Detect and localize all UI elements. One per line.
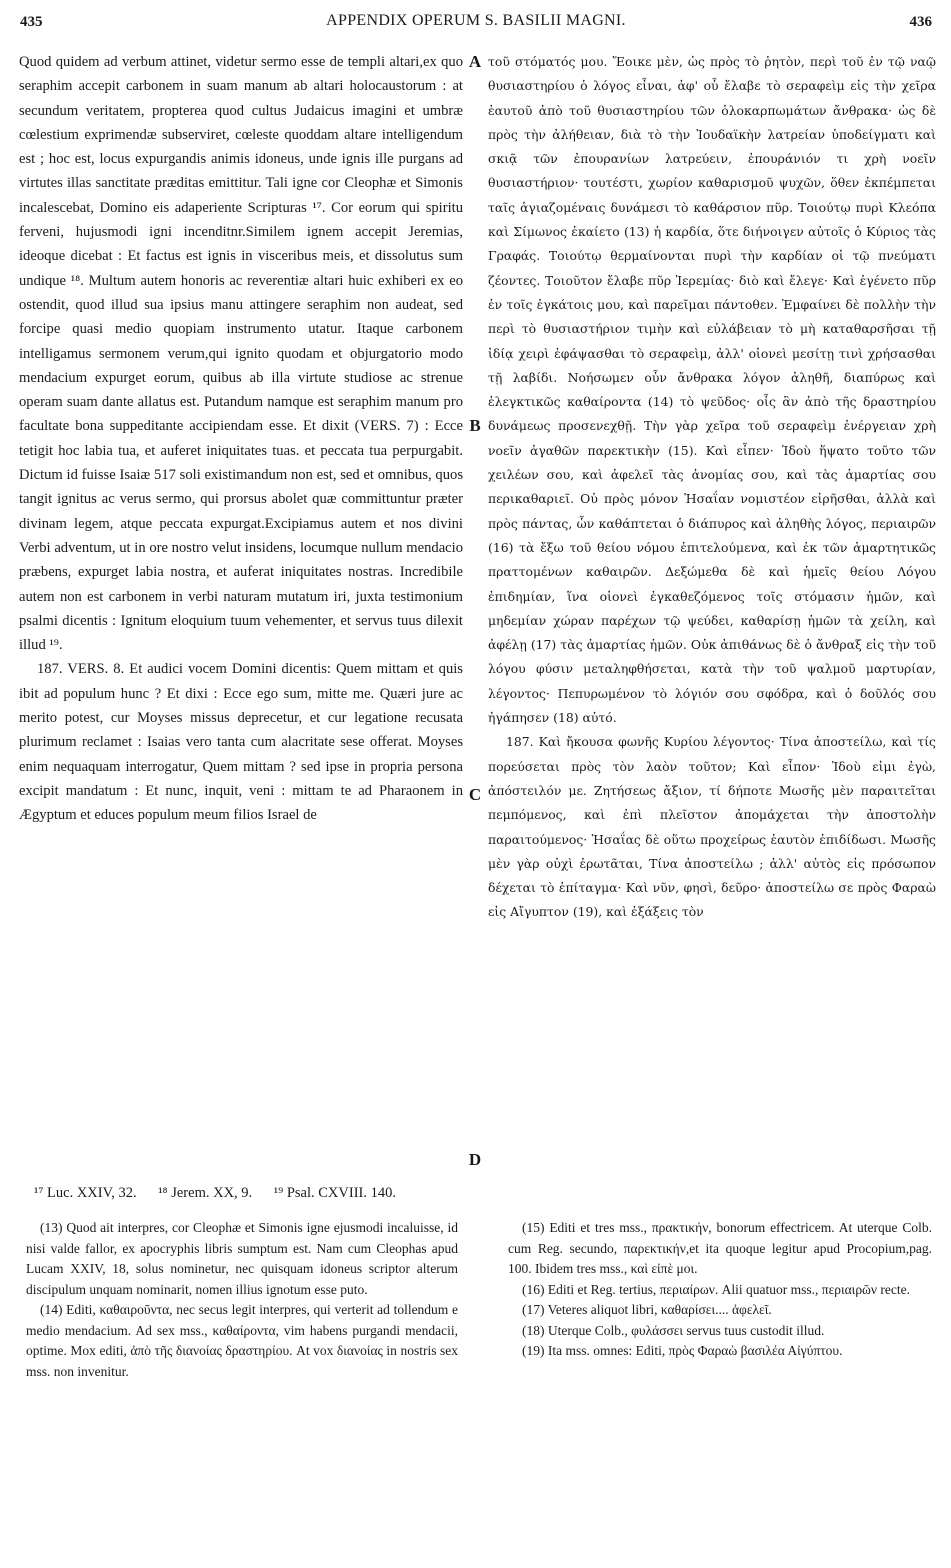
reference-17: ¹⁷ Luc. XXIV, 32.	[34, 1185, 137, 1201]
footnote-15: (15) Editi et tres mss., πρακτικήν, bonorum effectricem. At uterque Colb. cum Reg. secundo, παρεκτικήν,et ita quoque legitur apud Procopium,pag. 100. Ibidem tres mss., καὶ εἰπὲ μοι.	[508, 1220, 932, 1276]
footnote-14: (14) Editi, καθαιροῦντα, nec secus legit interpres, qui verterit ad tollendum e medio mendacium. Ad sex mss., καθαίροντα, vim habens purgandi mendacii, optime. Mox editi, ἀπὸ τῆς διανοίας δραστηρίου. At vox διανοίας in nostris sex mss. non invenitur.	[26, 1302, 458, 1379]
footnotes-right	[508, 1218, 932, 1558]
latin-column	[19, 50, 463, 1180]
page-number-right: 436	[909, 14, 932, 30]
margin-letters	[464, 0, 486, 1568]
margin-letter-b: B	[469, 416, 481, 435]
page-number-left: 435	[20, 14, 43, 30]
scripture-references	[34, 1185, 914, 1202]
latin-paragraph-1: Quod quidem ad verbum attinet, videtur sermo esse de templi altari,ex quo seraphim accepit carbonem in suam manum ab altari holocaustorum : at secundum veritatem, propterea quod cultus Judaicus imagini et umbræ cœlestium exprimendæ subserviret, cœleste quoddam altare intelligendum est ; hoc est, locus expurgandis animis idoneus, unde ignis ille purgans ad virtutes illas sanctitate præditas emittitur. Tali igne cor Cleophæ et Simonis incalescebat, Domino eis adaperiente Scripturas ¹⁷. Cor eorum qui spiritu ferveni, hujusmodi igni incenditnr.Similem ignem accepit Jeremias, ideoque dicebat : Et factus est ignis in visceribus meis, et dissolutus sum undique ¹⁸. Multum autem honoris ac reverentiæ altari huic exhiberi ex eo ostendit, quod illud sua ipsius manu attingere seraphim non audeat, sed forcipe quasi medio quopiam instrumento utatur. Itaque carbonem intelligamus sermonem verum,qui ignito quodam et objurgatorio modo mendacium expurget eorum, quibus ab illa virtute studiose ac strenue operam suam dante allatus est. Putandum namque est seraphim manum pro facultate bona suppeditante accipiendam esse. Et dixit (VERS. 7) : Ecce tetigit hoc labia tua, et auferet iniquitates tuas. et peccata tua perpurgabit. Dictum id fuisse Isaiæ 517 soli existimandum non est, sed et omnibus, quos tangit ignitus ac verus sermo, qui prorsus abolet quæ committuntur præter divinam legem, atque peccata expurgat.Excipiamus autem et nos divini Verbi adventum, ut in ore nostro velut insidens, locumque nullum mendacio præbens, expurget labia nostra, et auferat iniquitates nostras. Incredibile autem non est carbonem in verbi naturam mutatum iri, juxta testimonium psalmi dicentis : Ignitum eloquium tuum vehementer, et servus tuus dilexit illud ¹⁹.	[19, 54, 463, 654]
reference-19: ¹⁹ Psal. CXVIII. 140.	[273, 1185, 396, 1201]
margin-letter-c: C	[468, 785, 482, 804]
greek-paragraph-1: τοῦ στόματός μου. Ἔοικε μὲν, ὡς πρὸς τὸ ῥητὸν, περὶ τοῦ ἐν τῷ ναῷ θυσιαστηρίου ὁ λόγος εἶναι, ἀφ' οὗ ἔλαβε τὸ σεραφεὶμ εἰς τὴν χεῖρα ἑαυτοῦ ἀπὸ τοῦ θυσιαστηρίου τῶν ὁλοκαρπωμάτων ἄνθρακα· ὡς δὲ πρὸς τὴν ἀλήθειαν, διὰ τὸ τὴν Ἰουδαϊκὴν λατρείαν ὑποδείγματι καὶ σκιᾷ τῶν ἐπουρανίων λατρεύειν, ἐπουράνιόν τι χρὴ νοεῖν θυσιαστήριον· τουτέστι, χωρίον καθαρισμοῦ ψυχῶν, ὅθεν ἐκπέμπεται ταῖς ἁγιαζομέναις δυνάμεσι τὸ καθάρσιον πῦρ. Τοιούτῳ πυρὶ Κλεόπα καὶ Σίμωνος ἐκαίετο (13) ἡ καρδία, ὅτε διήνοιγεν αὐτοῖς ὁ Κύριος τὰς Γραφάς. Τοιούτῳ θερμαίνονται πυρὶ τὴν καρδίαν οἱ τῷ πνεύματι ζέοντες. Τοιοῦτον ἔλαβε πῦρ Ἱερεμίας· διὸ καὶ ἔλεγε· Καὶ ἐγένετο πῦρ ἐν τοῖς ἐγκάτοις μου, καὶ παρεῖμαι πάντοθεν. Ἐμφαίνει δὲ πολλὴν τὴν περὶ τὸ θυσιαστήριον τιμὴν καὶ εὐλάβειαν τὸ μὴ καταθαρσῆσαι τῇ ἰδίᾳ χειρὶ ἐφάψασθαι τὸ σεραφεὶμ, ἀλλ' οἱονεὶ μεσίτῃ τινὶ χρήσασθαι τῇ λαβίδι. Νοήσωμεν οὖν ἄνθρακα λόγον ἀληθῆ, διαπύρως καὶ ἐλεγκτικῶς καθαίροντα (14) τὸ ψεῦδος· οἷς ἂν ἀπὸ τῆς δραστηρίου δυνάμεως προσενεχθῇ. Τὴν γὰρ χεῖρα τοῦ σεραφεὶμ ἐνέργειαν χρὴ νοεῖν ἀγαθῶν παρεκτικὴν (15). Καὶ εἶπεν· Ἰδοὺ ἥψατο τοῦτο τῶν χειλέων σου, καὶ ἀφελεῖ τὰς ἀνομίας σου, καὶ τὰς ἁμαρτίας σου περικαθαριεῖ. Οὐ πρὸς μόνον Ἡσαΐαν νομιστέον εἰρῆσθαι, ἀλλὰ καὶ πρὸς πάντας, ὧν καθάπτεται ὁ διάπυρος καὶ ἀληθὴς λόγος, περιαιρῶν (16) τὰ ἔξω τοῦ θείου νόμου ἐπιτελούμενα, καὶ ἐκ τῶν ἁμαρτητικῶς πραττομένων καθαιρῶν. Δεξώμεθα δὲ καὶ ἡμεῖς θείου Λόγου ἐπιδημίαν, ἵνα οἱονεὶ ἐγκαθεζόμενος τοῖς στόμασιν ἡμῶν, καὶ μηδεμίαν χώραν παρέχων τῷ ψεύδει, καθαρίσῃ ἡμῶν τὰ χείλη, καὶ ἀφέλῃ (17) τὰς ἁμαρτίας ἡμῶν. Οὐκ ἀπιθάνως δὲ ὁ ἄνθραξ εἰς τὴν τοῦ λόγου φύσιν μεταληφθήσεται, κατὰ τὴν τοῦ ψαλμοῦ μαρτυρίαν, λέγοντος· Πεπυρωμένον τὸ λόγιόν σου σφόδρα, καὶ ὁ δοῦλός σου ἠγάπησεν (18) αὐτό.	[488, 54, 936, 726]
footnote-19: (19) Ita mss. omnes: Editi, πρὸς Φαραὼ βασιλέα Αἰγύπτου.	[522, 1343, 843, 1358]
reference-18: ¹⁸ Jerem. XX, 9.	[158, 1185, 253, 1201]
greek-column	[488, 50, 936, 1180]
greek-paragraph-2: 187. Καὶ ἤκουσα φωνῆς Κυρίου λέγοντος· Τίνα ἀποστείλω, καὶ τίς πορεύσεται πρὸς τὸν λαὸν τοῦτον; Καὶ εἶπον· Ἰδοὺ εἰμι ἐγὼ, ἀπόστειλόν με. Ζητήσεως ἄξιον, τί δήποτε Μωσῆς μὲν παραιτεῖται πεμπόμενος, καὶ ἐπὶ πλεῖστον ἀπομάχεται τὴν ἀποστολὴν παραιτούμενος· Ἡσαΐας δὲ οὕτω προχείρως ἑαυτὸν ἐπιδίδωσι. Μωσῆς μὲν γὰρ οὐχὶ ἐρωτᾶται, Τίνα ἀποστείλω ; ἀλλ' αὐτὸς εἰς πρόσωπον δέχεται τὸ ἐπίταγμα· Καὶ νῦν, φησὶ, δεῦρο· ἀποστείλω σε πρὸς Φαραὼ εἰς Αἴγυπτον (19), καὶ ἐξάξεις τὸν	[488, 734, 936, 920]
footnote-16: (16) Editi et Reg. tertius, περιαίρων. Alii quatuor mss., περιαιρῶν recte.	[522, 1281, 911, 1297]
running-title: APPENDIX OPERUM S. BASILII MAGNI.	[326, 12, 626, 29]
footnote-13: (13) Quod ait interpres, cor Cleophæ et Simonis igne ejusmodi incaluisse, id nisi valde fallor, ex apocryphis libris sumptum est. Nam cum Cleophas apud Lucam XXIV, 18, solus nominetur, nec quisquam idoneus scriptor alterum discipulum unquam nominarit, nomen illius ignotum esse puto.	[26, 1220, 458, 1297]
margin-letter-d: D	[468, 1150, 482, 1169]
footnote-17: (17) Veteres aliquot libri, καθαρίσει.... ἀφελεῖ.	[522, 1302, 772, 1317]
latin-paragraph-2: 187. VERS. 8. Et audici vocem Domini dicentis: Quem mittam et quis ibit ad populum hunc ? Et dixi : Ecce ego sum, mitte me. Quæri jure ac merito potest, cur Moyses missus deprecetur, et cur legatione recusata plurimum reclamet : Isaias vero tanta cum alacritate sese offerat. Moyses enim nequaquam interrogatur, Quem mittam ? sed ipse in propria persona excipit mandatum : Et nunc, inquit, veni : mittam te ad Pharaonem in Ægyptum et educes populum meum filios Israel de	[19, 661, 463, 824]
footnotes-left	[26, 1218, 458, 1558]
margin-letter-a: A	[468, 52, 482, 71]
footnote-18: (18) Uterque Colb., φυλάσσει servus tuus custodit illud.	[522, 1322, 825, 1338]
